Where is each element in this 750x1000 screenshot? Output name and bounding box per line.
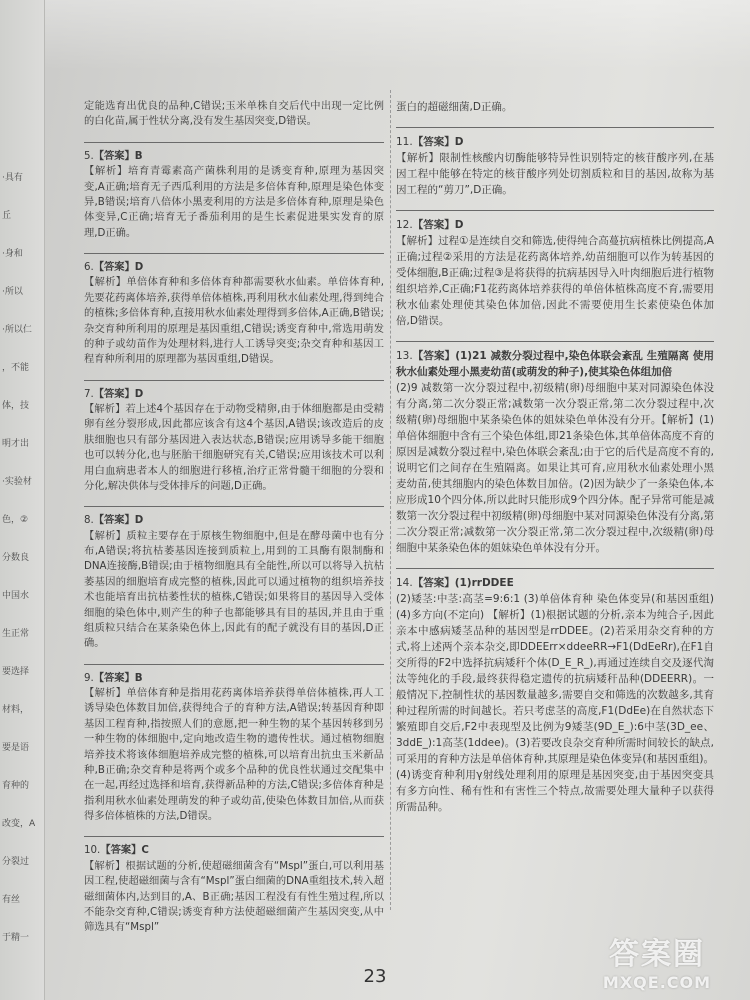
answer-label: 【答案】(1)21 减数分裂过程中,染色体联会紊乱 生殖隔离 使用秋水仙素处理小黑麦幼苗(或萌发的种子),使其染色体组加倍: [396, 350, 714, 378]
explanation-text: 【解析】培育青霉素高产菌株利用的是诱变育种,原理为基因突变,A正确;培育无子西瓜利用的方法是多倍体育种,原理是染色体变异,B错误;培育八倍体小黑麦利用的方法是多倍体育种,原理是染色体变异,C正确;培育无子番茄利用的是生长素促进果实发育的原理,D正确。: [84, 165, 384, 239]
margin-text-fragment: 于精一: [2, 933, 30, 943]
left-column: [84, 95, 384, 948]
question-number: 5.: [84, 149, 94, 162]
answer-line: [396, 217, 714, 233]
answer-label: 【答案】D: [93, 514, 144, 527]
margin-text-fragment: 要选择: [2, 667, 30, 677]
explanation-text: 【解析】单倍体育种是指用花药离体培养获得单倍体植株,再人工诱导染色体数目加倍,获得纯合子的育种方法,A错误;转基因育种即基因工程育种,指按照人们的意愿,把一种生物的某个基因转移到另一种生物的体细胞中,定向地改造生物的遗传性状。通过植物细胞培养技术将该体细胞培养成完整的植株,可以培育出抗虫玉米新品种,B正确;杂交育种是将两个或多个品种的优良性状通过交配集中在一起,再经过选择和培育,获得新品种的方法,C错误;多倍体育种是指利用秋水仙素处理萌发的种子或幼苗,使染色体数目加倍,从而获得多倍体植株的方法,D错误。: [84, 687, 384, 822]
margin-text-fragment: ·实验材: [2, 477, 32, 487]
page-top-shading: [44, 0, 750, 70]
question-number: 12.: [396, 219, 413, 231]
margin-text-fragment: 分裂过: [2, 857, 30, 867]
margin-text-fragment: 育种的: [2, 781, 30, 791]
answer-label: 【答案】D: [93, 387, 144, 400]
watermark-logo-text: 答案圈: [609, 937, 705, 972]
margin-text-fragment: 丘: [2, 211, 12, 221]
question-number: 9.: [84, 671, 94, 684]
question-number: 8.: [84, 514, 94, 527]
answer-label: 【答案】(1)rrDDEE: [412, 577, 514, 589]
explanation-text: (2)矮茎:中茎:高茎=9:6:1 (3)单倍体育种 染色体变异(和基因重组) (4)多方向(不定向) 【解析】(1)根据试题的分析,亲本为纯合子,因此亲本中感病矮茎品种的基因型是rrDDEE。(2)若采用杂交育种的方式,将上述两个亲本杂交,即DDEErr×ddeeRR→F1(DdEeRr),在F1自交所得的F2中选择抗病矮秆个体(D_E_R_),再通过连续自交及逐代淘汰等纯化的手段,最终获得稳定遗传的抗病矮秆品种(DDEERR)。一般情况下,控制性状的基因数量越多,需要自交和筛选的次数越多,其育种过程所需的时间越长。若只考虑茎的高度,F1(DdEe)在自然状态下繁殖即自交后,F2中表现型及比例为9矮茎(9D_E_):6中茎(3D_ee、3ddE_):1高茎(1ddee)。(3)若要改良杂交育种所需时间较长的缺点,可采用的育种方法是单倍体育种,其原理是染色体变异(和基因重组)。(4)诱变育种利用γ射线处理利用的原理是基因突变,由于基因突变具有多方向性、稀有性和有害性三个特点,故需要处理大量种子以获得所需品种。: [396, 593, 714, 813]
margin-text-fragment: ·所以: [2, 287, 23, 297]
watermark-url-text: MXQE.COM: [602, 973, 712, 992]
margin-text-fragment: 明才出: [2, 439, 30, 449]
margin-text-fragment: 有丝: [2, 895, 21, 905]
continuation-text: [396, 95, 714, 115]
margin-text-fragment: 改变，A: [2, 819, 36, 829]
margin-text-fragment: 生正常: [2, 629, 30, 639]
answer-line: [84, 260, 384, 275]
question-number: 14.: [396, 577, 413, 589]
margin-text-fragment: 分数良: [2, 553, 30, 563]
answer-entry: [396, 127, 714, 198]
answer-label: 【答案】D: [93, 261, 144, 273]
question-number: 7.: [84, 387, 94, 400]
question-number: 6.: [84, 261, 94, 273]
answer-label: 【答案】C: [100, 844, 149, 857]
margin-text-fragment: ·身和: [2, 249, 23, 259]
answer-line: [84, 843, 384, 858]
question-number: 10.: [84, 844, 101, 857]
column-divider: [390, 90, 392, 910]
explanation-text: (2)9 减数第一次分裂过程中,初级精(卵)母细胞中某对同源染色体没有分离,第二次分裂正常;减数第一次分裂正常,第二次分裂过程中,次级精(卵)母细胞中某条染色体的姐妹染色单体没有分开。【解析】(1)单倍体细胞中含有三个染色体组,即21条染色体,其单倍体高度不育的原因是减数分裂过程中,染色体联会紊乱;由于它的后代是高度不育的,说明它们之间存在生殖隔离。如果让其可育,应用秋水仙素处理小黑麦幼苗,使其细胞内的染色体数目加倍。(2)因为缺少了一条染色体,本应形成10个四分体,所以此时只能形成9个四分体。配子异常可能是减数第一次分裂过程中初级精(卵)母细胞中某对同源染色体没有分离,第二次分裂正常;减数第一次分裂正常,第二次分裂过程中,次级精(卵)母细胞中某条染色体的姐妹染色单体没有分开。: [396, 382, 714, 554]
explanation-text: 【解析】质粒主要存在于原核生物细胞中,但是在酵母菌中也有分布,A错误;将抗枯萎基因连接到质粒上,用到的工具酶有限制酶和DNA连接酶,B错误;由于植物细胞具有全能性,所以可以将导入抗枯萎基因的细胞培育成完整的植株,因此可以通过植物的组织培养技术也能培育出抗枯萎性状的植株,C错误;如果将目的基因导入受体细胞的染色体中,则产生的种子也都能够具有目的基因,并且由于重组质粒只结合在某条染色体上,因此有的配子就没有目的基因,D正确。: [84, 529, 384, 650]
margin-text-fragment: ·所以仁: [2, 325, 32, 335]
answer-entry: [84, 380, 384, 495]
continuation-text: [84, 95, 384, 130]
answer-entry: [84, 142, 384, 241]
right-column: [396, 95, 714, 827]
margin-text-fragment: 中国水: [2, 591, 30, 601]
explanation-text: 【解析】若上述4个基因存在于动物受精卵,由于体细胞都是由受精卵有丝分裂形成,因此都应该含有这4个基因,A错误;该改造后的皮肤细胞也只有部分基因进入表达状态,B错误;应用诱导多能干细胞也可以转分化,也与胚胎干细胞研究有关,C错误;应用该技术可以利用白血病患者本人的细胞进行移植,治疗正常骨髓干细胞的分裂和分化,解决供体与受体排斥的问题,D正确。: [84, 403, 384, 492]
answer-line: [396, 134, 714, 150]
answer-line: [84, 513, 384, 528]
answer-line: [84, 671, 384, 686]
margin-text-fragment: 材料，: [2, 705, 30, 715]
answer-label: 【答案】B: [93, 671, 143, 684]
explanation-text: 【解析】过程①是连续自交和筛选,使得纯合高蔓抗病植株比例提高,A正确;过程②采用的方法是花药离体培养,幼苗细胞可以作为转基因的受体细胞,B正确;过程③是将获得的抗病基因导入叶肉细胞后进行植物组织培养,C正确;F1花药离体培养获得的单倍体植株高度不育,需要用秋水仙素处理使其染色体加倍,因此不需要使用生长素使染色体加倍,D错误。: [396, 235, 714, 327]
answer-line: [84, 387, 384, 402]
answer-entry: [84, 836, 384, 935]
answer-entry: [396, 210, 714, 329]
question-number: 13.: [396, 350, 413, 362]
answer-label: 【答案】B: [93, 149, 143, 162]
margin-text-fragment: 体，技: [2, 401, 30, 411]
page-number: 23: [363, 966, 387, 987]
explanation-text: 【解析】单倍体育种和多倍体育种都需要秋水仙素。单倍体育种,先要花药离体培养,获得单倍体植株,再利用秋水仙素处理,得到纯合的植株;多倍体育种,直接用秋水仙素处理得到多倍体,A正确,B错误;杂交育种所利用的原理是基因重组,C错误;诱变育种中,常选用萌发的种子或幼苗作为处理材料,进行人工诱导突变;杂交育种和基因工程育种所利用的原理都为基因重组,D错误。: [84, 276, 384, 366]
paragraph: 蛋白的超磁细菌,D正确。: [396, 101, 513, 113]
margin-text-fragment: ，不能: [2, 363, 30, 373]
answer-label: 【答案】D: [412, 136, 464, 148]
question-number: 11.: [396, 136, 413, 148]
margin-text-fragment: 色，②: [2, 515, 29, 525]
margin-text-fragment: 要是语: [2, 743, 30, 753]
paragraph: 定能选育出优良的品种,C错误;玉米单株自交后代中出现一定比例的白化苗,属于性状分离,没有发生基因突变,D错误。: [84, 100, 384, 128]
watermark-logo: [582, 929, 732, 992]
answer-label: 【答案】D: [412, 219, 464, 231]
answer-line: [396, 575, 714, 591]
explanation-text: 【解析】根据试题的分析,使超磁细菌含有“Mspl”蛋白,可以利用基因工程,使超磁细菌与含有“Mspl”蛋白细菌的DNA重组技术,转入超磁细菌体内,达到目的,A、B正确;基因工程没有有性生殖过程,所以不能杂交育种,C错误;诱变育种方法使超磁细菌产生基因突变,从中筛选具有“Mspl”: [84, 859, 384, 934]
margin-text-fragment: ·具有: [2, 173, 23, 183]
answer-entry: [396, 568, 714, 815]
answer-entry: [396, 341, 714, 556]
answer-entry: [84, 664, 384, 825]
answer-entry: [84, 506, 384, 651]
explanation-text: 【解析】限制性核酸内切酶能够特异性识别特定的核苷酸序列,在基因工程中能够在特定的核苷酸序列处切割质粒和目的基因,故称为基因工程的“剪刀”,D正确。: [396, 152, 714, 196]
answer-line: [84, 149, 384, 164]
answer-entry: [84, 253, 384, 368]
answer-line: [396, 348, 714, 380]
left-page-edge: [0, 0, 45, 1000]
